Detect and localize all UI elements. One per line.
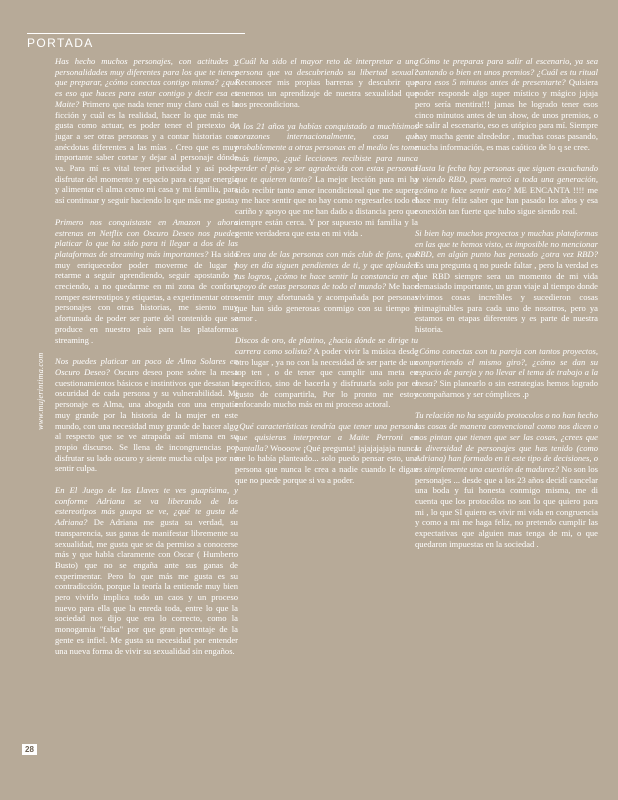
page-number: 28 xyxy=(22,744,37,755)
column-2 xyxy=(235,56,418,496)
interview-paragraph xyxy=(415,228,598,335)
question-text: ¿Qué características tendría que tener una persona que quisieras interpretar a Maite Perroni en pantalla? xyxy=(235,421,418,453)
column-1 xyxy=(55,56,238,667)
interview-paragraph xyxy=(415,346,598,400)
interview-paragraph xyxy=(235,335,418,410)
interview-paragraph xyxy=(415,410,598,549)
answer-text: Oscuro deseo pone sobre la mesa cuestionamientos básicos e instintivos que desatan la oscuridad de cada persona y su vulnerabilidad. Mi personaje es Alma, una abogada con una empatía muy grande por la historia de la mujer en este mundo, con una necesidad muy grande de hacer algo al respecto que se ve atrapada así misma en su propio discurso. Se llena de incongruencias por disfrutar su lado oscuro y siente mucha culpa por no sentir culpa. xyxy=(55,366,239,474)
answer-text: A poder vivir la música desde otro lugar , ya no con la necesidad de ser parte de un top ten , o de tener que cumplir una meta en específico, sino de hacerla y disfrutarla solo por el gusto de compartirla, Por lo pronto me estoy enfocando mucho más en mi proceso actoral. xyxy=(235,345,418,410)
answer-text: ME ENCANTA !!!! me hace muy feliz saber que han pasado los años y esa conexión tan fuerte que hubo sigue siendo real. xyxy=(415,184,598,217)
interview-paragraph xyxy=(55,356,238,474)
question-text: Has hecho muchos personajes, con actitudes y personalidades muy diferentes para los que te tienes que preparar, ¿cómo conectas contigo misma? ¿qué es eso que haces para estar contigo y decir esa es Maite? xyxy=(55,56,238,109)
answer-text: Primero que nada tener muy claro cuál es la ficción y cuál es la realidad, hacer lo que más me gusta como actuar, es poder tener el pretexto de jugar a ser otras personas y a contar historias con anécdotas diferentes a las mías . Creo que es muy importante saber cortar y dejar al personaje dónde va. Para mí es vital tener privacidad y así poder disfrutar del momento y espacio para cargar energía y alimentar el alma como mi casa y mi familia, para así continuar y seguir haciendo lo que más me gusta. xyxy=(55,98,238,206)
interview-paragraph xyxy=(235,56,418,110)
answer-text: Ha sido muy enriquecedor poder moverme de lugar y retarme a seguir aprendiendo, seguir apostando y creciendo, a no quedarme en mi zona de confort, romper estereotipos y etiquetas, a experimentar otros personajes con otras historias, me siento muy afortunada de poder ser parte del contenido que se produce en nuestro país para las plataformas streaming . xyxy=(55,248,238,345)
answer-text: Woooow ¡Qué pregunta! jajajajajaja nunca me lo había planteado... solo puedo pensar esto, una persona que nunca le crea a nadie cuando le digan que no puede porque si va a poder. xyxy=(235,442,418,485)
question-text: Primero nos conquistaste en Amazon y ahora estrenas en Netflix con Oscuro Deseo nos puedes platicar lo que ha sido para ti llegar a dos de las plataformas de streaming más importantes? xyxy=(55,216,238,259)
interview-paragraph xyxy=(55,217,238,345)
answer-text: Es una pregunta q no puede faltar , pero la verdad es que RBD siempre sera un momento de mi vida demasiado importante, un gran viaje al tiempo donde vivimos cosas increíbles y sucedieron cosas inimaginables para cada uno de nosotros, pero ya estamos en etapas diferentes y es parte de nuestra historia. xyxy=(415,259,598,335)
question-text: Eres una de las personas con más club de fans, que hoy en día siguen pendientes de ti, y que aplauden tus logros, ¿cómo te hace sentir la constancia en el apoyo de estas personas de todo el mundo? xyxy=(235,249,418,292)
answer-text: No son los personajes ... desde que a los 23 años decidí cancelar una boda y fui honesta conmigo misma, me di cuenta que los protocólos no son lo que quiero para mi , lo que SI quiero es vivir mi vida en congruencia y como a mi me haga feliz, no pretendo cumplir las expectativas que alguien mas tenga de mi, o que quedaron impuestas en la sociedad . xyxy=(415,463,599,549)
header-rule xyxy=(27,33,245,34)
question-text: ¿Cuál ha sido el mayor reto de interpretar a una persona que va descubriendo su libertad sexual? xyxy=(235,56,418,77)
question-text: Hasta la fecha hay personas que siguen escuchando y viendo RBD, pues marcó a toda una generación, ¿cómo te hace sentir esto? xyxy=(415,163,598,195)
question-text: En El Juego de las Llaves te ves guapísima, y conforme Adriana se va liberando de los estereotipos más guapa se ve, ¿qué te gusta de Adriana? xyxy=(55,485,238,528)
interview-paragraph xyxy=(415,56,598,152)
question-text: ¿Cómo conectas con tu pareja con tantos proyectos, compartiendo el mismo giro?, ¿cómo se dan su espacio de pareja y no llevar el tema de trabajo a la mesa? xyxy=(415,345,598,388)
question-text: Tu relación no ha seguido protocolos o no han hecho las cosas de manera convencional como nos dicen o nos pintan que tienen que ser las cosas, ¿crees que la diversidad de personajes que has tenido (como Adriana) han formado en ti este tipo de decisiones, o es simplemente una cuestión de madurez? xyxy=(415,410,598,474)
question-text: Discos de oro, de platino, ¿hacia dónde se dirige tu carrera como solista? xyxy=(235,335,418,356)
answer-text: De Adriana me gusta su verdad, su transparencia, sus ganas de manifestar libremente su sexualidad, me gusta que se da permiso a conocerse más y que habla claramente con Oscar ( Humberto Busto) que no se engaña ante sus ganas de experimentar. Pero lo que más me gusta es su contradicción, porque la teoría la entiende muy bien pero vivirlo implica todo un caos y un proceso nuevo para ella que la enreda toda, entre lo que la sociedad nos dijo que era lo correcto, como la monogamia "falsa" por que gran porcentaje de la gente es infiel. Me gusta su necesidad por entender una nueva forma de vivir su sexualidad sin engaños. xyxy=(55,517,238,656)
answer-text: Me hace sentir muy afortunada y acompañada por personas que han sido generosas conmigo con su tiempo y amor . xyxy=(235,281,418,324)
question-text: Nos puedes platicar un poco de Alma Solares en Oscuro Deseo? xyxy=(55,356,238,377)
interview-paragraph xyxy=(235,249,418,324)
answer-text: Quisiera poder responde algo super místico y mágico jajaja pero sería mentira!!! jamas he logrado tener esos cinco minutos antes de un show, de unos premios, o de salir al escenario, eso es utópico para mí. Siempre hay mucha gente alrededor , muchas cosas pasando, mucha información, es mas caótico de lo q se cree. xyxy=(415,77,598,152)
answer-text: La mejor lección para mi ha sido recibir tanto amor incondicional que me supera y me hace sentir que no hay como regresarles todo el cariño y apoyo que me han dado a distancia pero que siempre están cerca. Y por supuesto mi familia y la gente verdadera que esta en mi vida . xyxy=(235,174,418,238)
question-text: A los 21 años ya habías conquistado a muchísimos corazones internacionalmente, cosa que probablemente a otras personas en el medio les tome más tiempo, ¿qué lecciones recibiste para nunca perder el piso y ser agradecida con estas personas que te quieren tanto? xyxy=(235,120,418,185)
answer-text: Sin planearlo o sin estrategias hemos logrado acompañarnos y ser cómplices .p xyxy=(415,377,598,399)
interview-paragraph xyxy=(235,421,418,485)
column-3 xyxy=(415,56,598,561)
interview-paragraph xyxy=(235,121,418,239)
interview-paragraph xyxy=(55,56,238,206)
interview-paragraph xyxy=(415,163,598,217)
question-text: Si bien hay muchos proyectos y muchas plataformas en las que te hemos visto, es imposible no mencionar RBD, en algún punto has pensado ¿otra vez RBD? xyxy=(415,227,598,260)
question-text: ¿Cómo te preparas para salir al escenario, ya sea cantando o bien en unos premios? ¿Cuál es tu ritual para esos 5 minutos antes de presentarte? xyxy=(415,56,598,88)
site-url: www.mujerintima.com xyxy=(36,352,45,430)
interview-paragraph xyxy=(55,485,238,656)
section-title: PORTADA xyxy=(27,36,94,50)
answer-text: Reconocer mis propias barreras y descubrir que tenemos un aprendizaje de nuestra sexualidad que nos precondiciona. xyxy=(235,77,418,109)
